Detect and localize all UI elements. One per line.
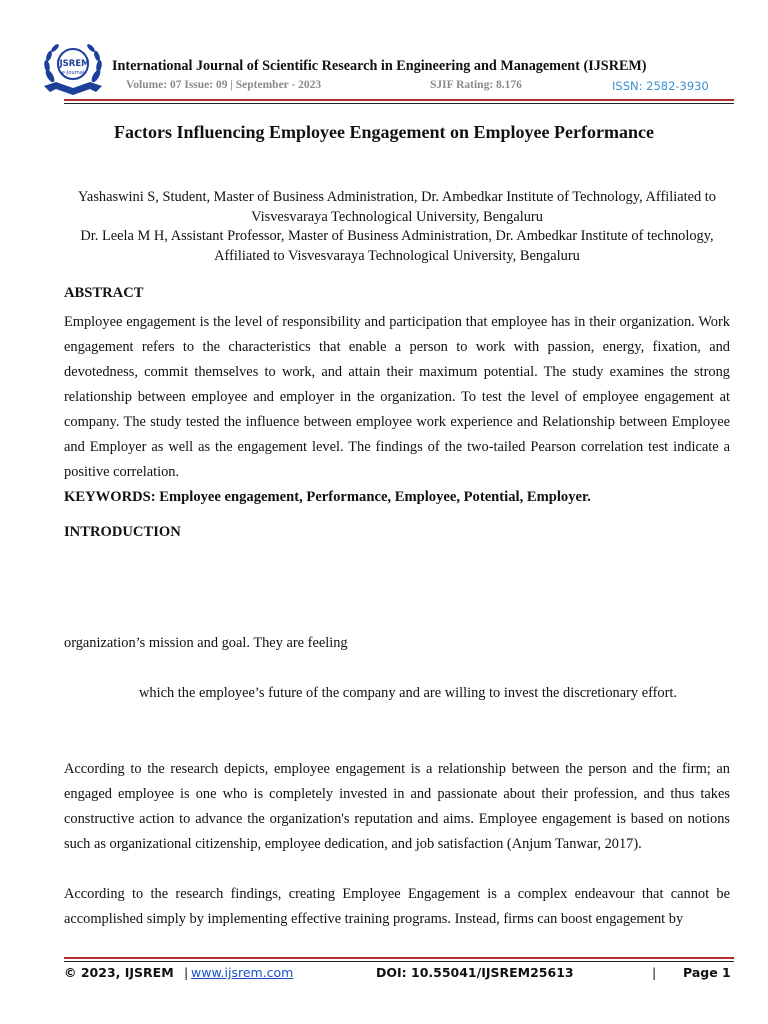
header-rule-black [64,103,734,104]
footer-doi: DOI: 10.55041/IJSREM25613 [376,965,574,980]
sjif-rating: SJIF Rating: 8.176 [430,79,522,91]
footer-rule-black [64,961,734,962]
header-rule-red [64,99,734,101]
abstract-heading: ABSTRACT [64,285,144,301]
keywords: KEYWORDS: Employee engagement, Performance, Employee, Potential, Employer. [64,489,591,505]
footer-separator: | [652,965,657,980]
logo-text-top: IJSREM [56,59,90,69]
intro-paragraph-1: According to the research depicts, employee engagement is a relationship between the person and the firm; an engaged employee is one who is completely invested in and passionate about their profession, and thus takes constructive action to advance the organization's reputation and aims. Employee engagement is based on notions such as organizational citizenship, employee dedication, and job satisfaction (Anjum Tanwar, 2017). [64,761,730,852]
paper-title: Factors Influencing Employee Engagement on Employee Performance [114,122,654,142]
intro-fragment-2: which the employee’s future of the company and are willing to invest the discretionary effort. [139,685,678,701]
intro-paragraph-2: According to the research findings, creating Employee Engagement is a complex endeavour that cannot be accomplished simply by implementing effective training programs. Instead, firms can boost engagement by [64,886,730,927]
footer-separator: | [184,965,189,980]
introduction-heading: INTRODUCTION [64,524,181,540]
footer-url-link[interactable]: www.ijsrem.com [191,965,294,980]
journal-logo [40,40,106,100]
footer-page-number: Page 1 [683,965,731,980]
author-2: Dr. Leela M H, Assistant Professor, Master of Business Administration, Dr. Ambedkar Institute of technology, Affiliated to Visvesvaraya Technological University, Bengaluru [80,228,714,264]
footer-copyright: © 2023, IJSREM [64,965,174,980]
logo-text-mid: e-Journal [61,70,85,76]
intro-fragment-1: organization’s mission and goal. They are feeling [64,635,348,651]
author-1: Yashaswini S, Student, Master of Business Administration, Dr. Ambedkar Institute of Technology, Affiliated to Visvesvaraya Technological University, Bengaluru [77,189,716,225]
abstract-text: Employee engagement is the level of responsibility and participation that employee has in their organization. Work engagement refers to the characteristics that enable a person to work with passion, energy, fixation, and devotedness, commit themselves to work, and attain their maximum potential. The study examines the strong relationship between employee and employer in the organization. To test the level of employee engagement at company. The study tested the influence between employee work experience and Relationship between Employee and Employer as well as the engagement level. The findings of the two-tailed Pearson correlation test indicate a positive correlation. [64,314,730,480]
volume-issue: Volume: 07 Issue: 09 | September - 2023 [126,79,322,91]
footer-rule-red [64,957,734,959]
journal-title: International Journal of Scientific Research in Engineering and Management (IJSREM) [112,58,647,74]
issn: ISSN: 2582-3930 [612,79,709,93]
